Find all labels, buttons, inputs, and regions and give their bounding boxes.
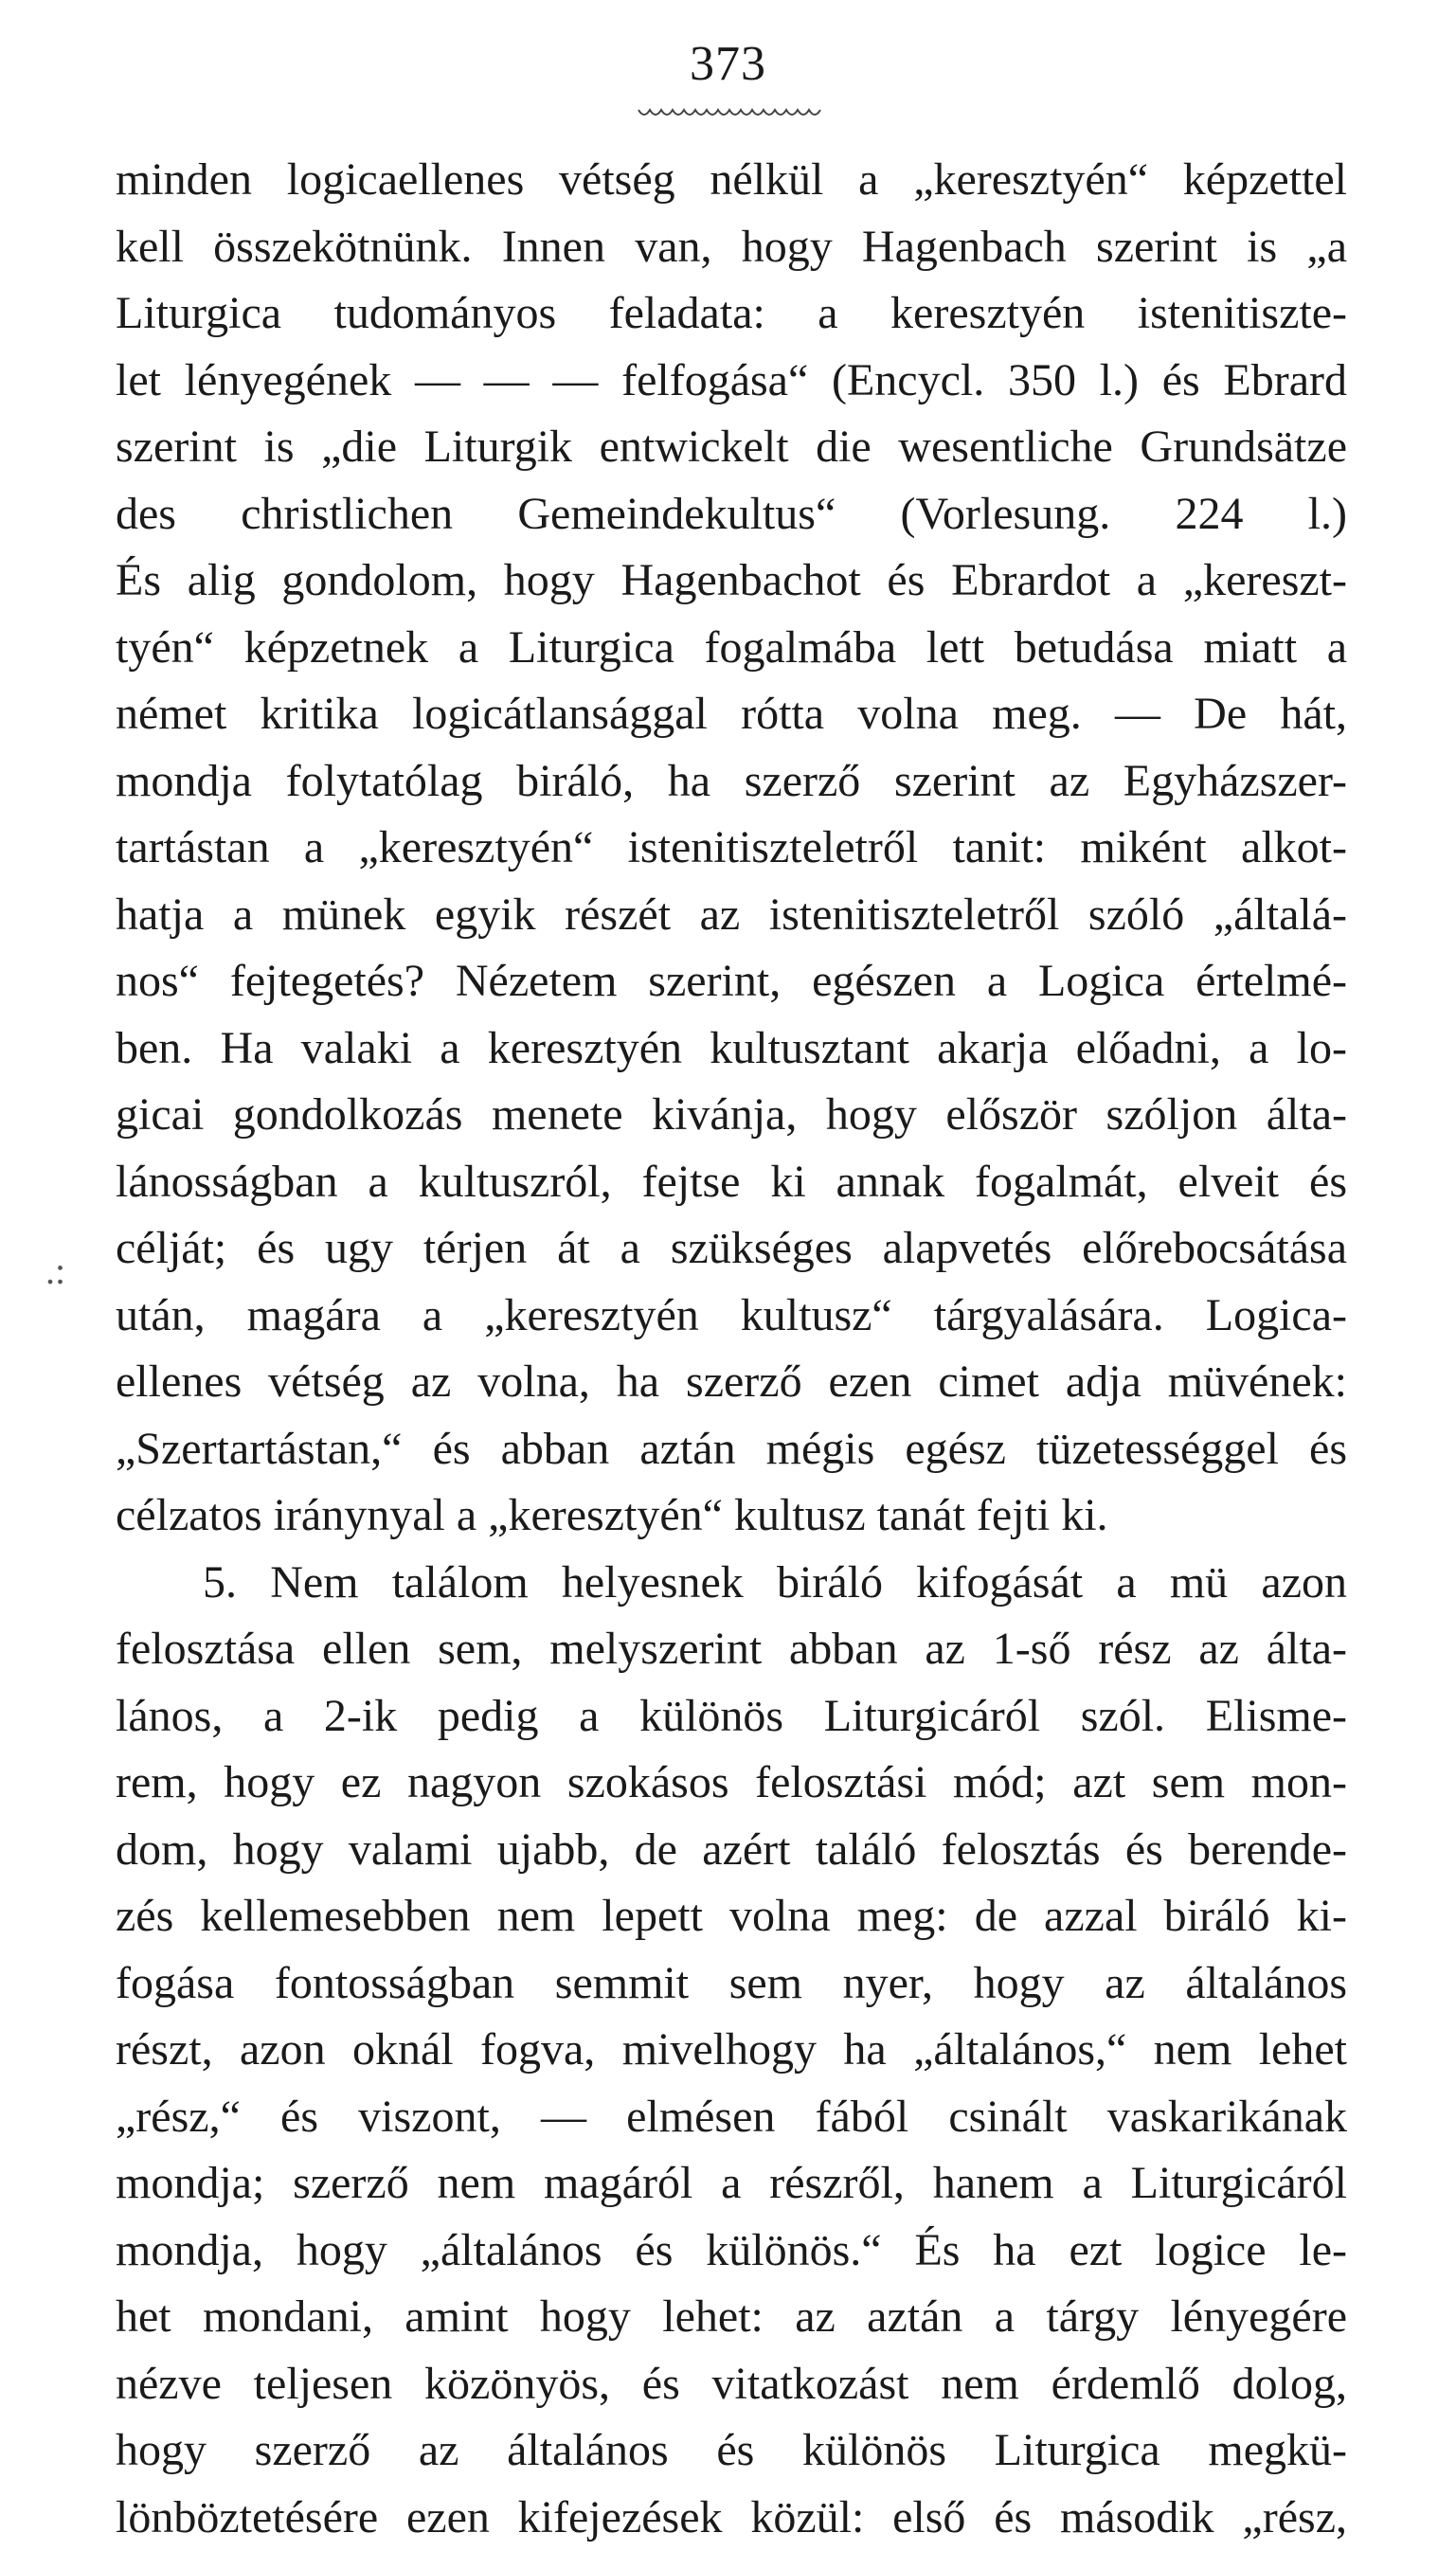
text-line: részt, azon oknál fogva, mivelhogy ha „általános,“ nem lehet <box>116 2017 1347 2084</box>
text-line: mondja, hogy „általános és különös.“ És ha ezt logice le- <box>116 2218 1347 2285</box>
text-line: szerint is „die Liturgik entwickelt die wesentliche Grundsätze <box>116 414 1347 481</box>
text-line: lánosságban a kultuszról, fejtse ki annak fogalmát, elveit és <box>116 1149 1347 1216</box>
text-line: tartástan a „keresztyén“ istenitiszteletről tanit: miként alkot- <box>116 815 1347 882</box>
page-number-ornament <box>637 102 826 121</box>
text-line: „rész,“ és viszont, — elmésen fából csinált vaskarikának <box>116 2084 1347 2151</box>
text-line: hatja a münek egyik részét az istenitiszteletről szóló „általá- <box>116 882 1347 949</box>
text-line: mondja folytatólag biráló, ha szerző szerint az Egyházszer- <box>116 748 1347 816</box>
text-line: kell összekötnünk. Innen van, hogy Hagenbach szerint is „a <box>116 214 1347 281</box>
text-line: gicai gondolkozás menete kivánja, hogy először szóljon álta- <box>116 1082 1347 1149</box>
text-line: fogása fontosságban semmit sem nyer, hogy az általános <box>116 1950 1347 2018</box>
text-line: 5. Nem találom helyesnek biráló kifogását a mü azon <box>116 1550 1347 1617</box>
body-text <box>116 147 1347 2551</box>
text-line: mondja; szerző nem magáról a részről, hanem a Liturgicáról <box>116 2150 1347 2218</box>
text-line: tyén“ képzetnek a Liturgica fogalmába lett betudása miatt a <box>116 615 1347 682</box>
text-line: ben. Ha valaki a keresztyén kultusztant akarja előadni, a lo- <box>116 1015 1347 1083</box>
page-number: 373 <box>0 36 1456 93</box>
text-line: minden logicaellenes vétség nélkül a „keresztyén“ képzettel <box>116 147 1347 214</box>
margin-mark: .: <box>45 1249 65 1293</box>
text-line: het mondani, amint hogy lehet: az aztán a tárgy lényegére <box>116 2284 1347 2351</box>
text-line: nézve teljesen közönyös, és vitatkozást nem érdemlő dolog, <box>116 2351 1347 2418</box>
text-line: célját; és ugy térjen át a szükséges alapvetés előrebocsátása <box>116 1215 1347 1283</box>
text-line: nos“ fejtegetés? Nézetem szerint, egészen a Logica értelmé- <box>116 948 1347 1015</box>
text-line: „Szertartástan,“ és abban aztán mégis egész tüzetességgel és <box>116 1416 1347 1483</box>
text-line: hogy szerző az általános és különös Liturgica megkü- <box>116 2417 1347 2485</box>
text-line: német kritika logicátlansággal rótta volna meg. — De hát, <box>116 681 1347 748</box>
text-line: ellenes vétség az volna, ha szerző ezen cimet adja müvének: <box>116 1349 1347 1416</box>
text-line: let lényegének — — — felfogása“ (Encycl. 350 l.) és Ebrard <box>116 348 1347 415</box>
text-line: után, magára a „keresztyén kultusz“ tárgyalására. Logica- <box>116 1283 1347 1350</box>
text-line: És alig gondolom, hogy Hagenbachot és Ebrardot a „kereszt- <box>116 548 1347 615</box>
text-line: rem, hogy ez nagyon szokásos felosztási mód; azt sem mon- <box>116 1750 1347 1817</box>
text-line: zés kellemesebben nem lepett volna meg: de azzal biráló ki- <box>116 1883 1347 1950</box>
text-line: felosztása ellen sem, melyszerint abban az 1-ső rész az álta- <box>116 1616 1347 1683</box>
text-line: lános, a 2-ik pedig a különös Liturgicáról szól. Elisme- <box>116 1683 1347 1751</box>
text-line: des christlichen Gemeindekultus“ (Vorlesung. 224 l.) <box>116 481 1347 548</box>
text-line: célzatos iránynyal a „keresztyén“ kultusz tanát fejti ki. <box>116 1482 1347 1550</box>
text-line: Liturgica tudományos feladata: a keresztyén istenitiszte- <box>116 280 1347 348</box>
text-line: dom, hogy valami ujabb, de azért találó felosztás és berende- <box>116 1817 1347 1884</box>
text-line: lönböztetésére ezen kifejezések közül: első és második „rész, <box>116 2485 1347 2551</box>
